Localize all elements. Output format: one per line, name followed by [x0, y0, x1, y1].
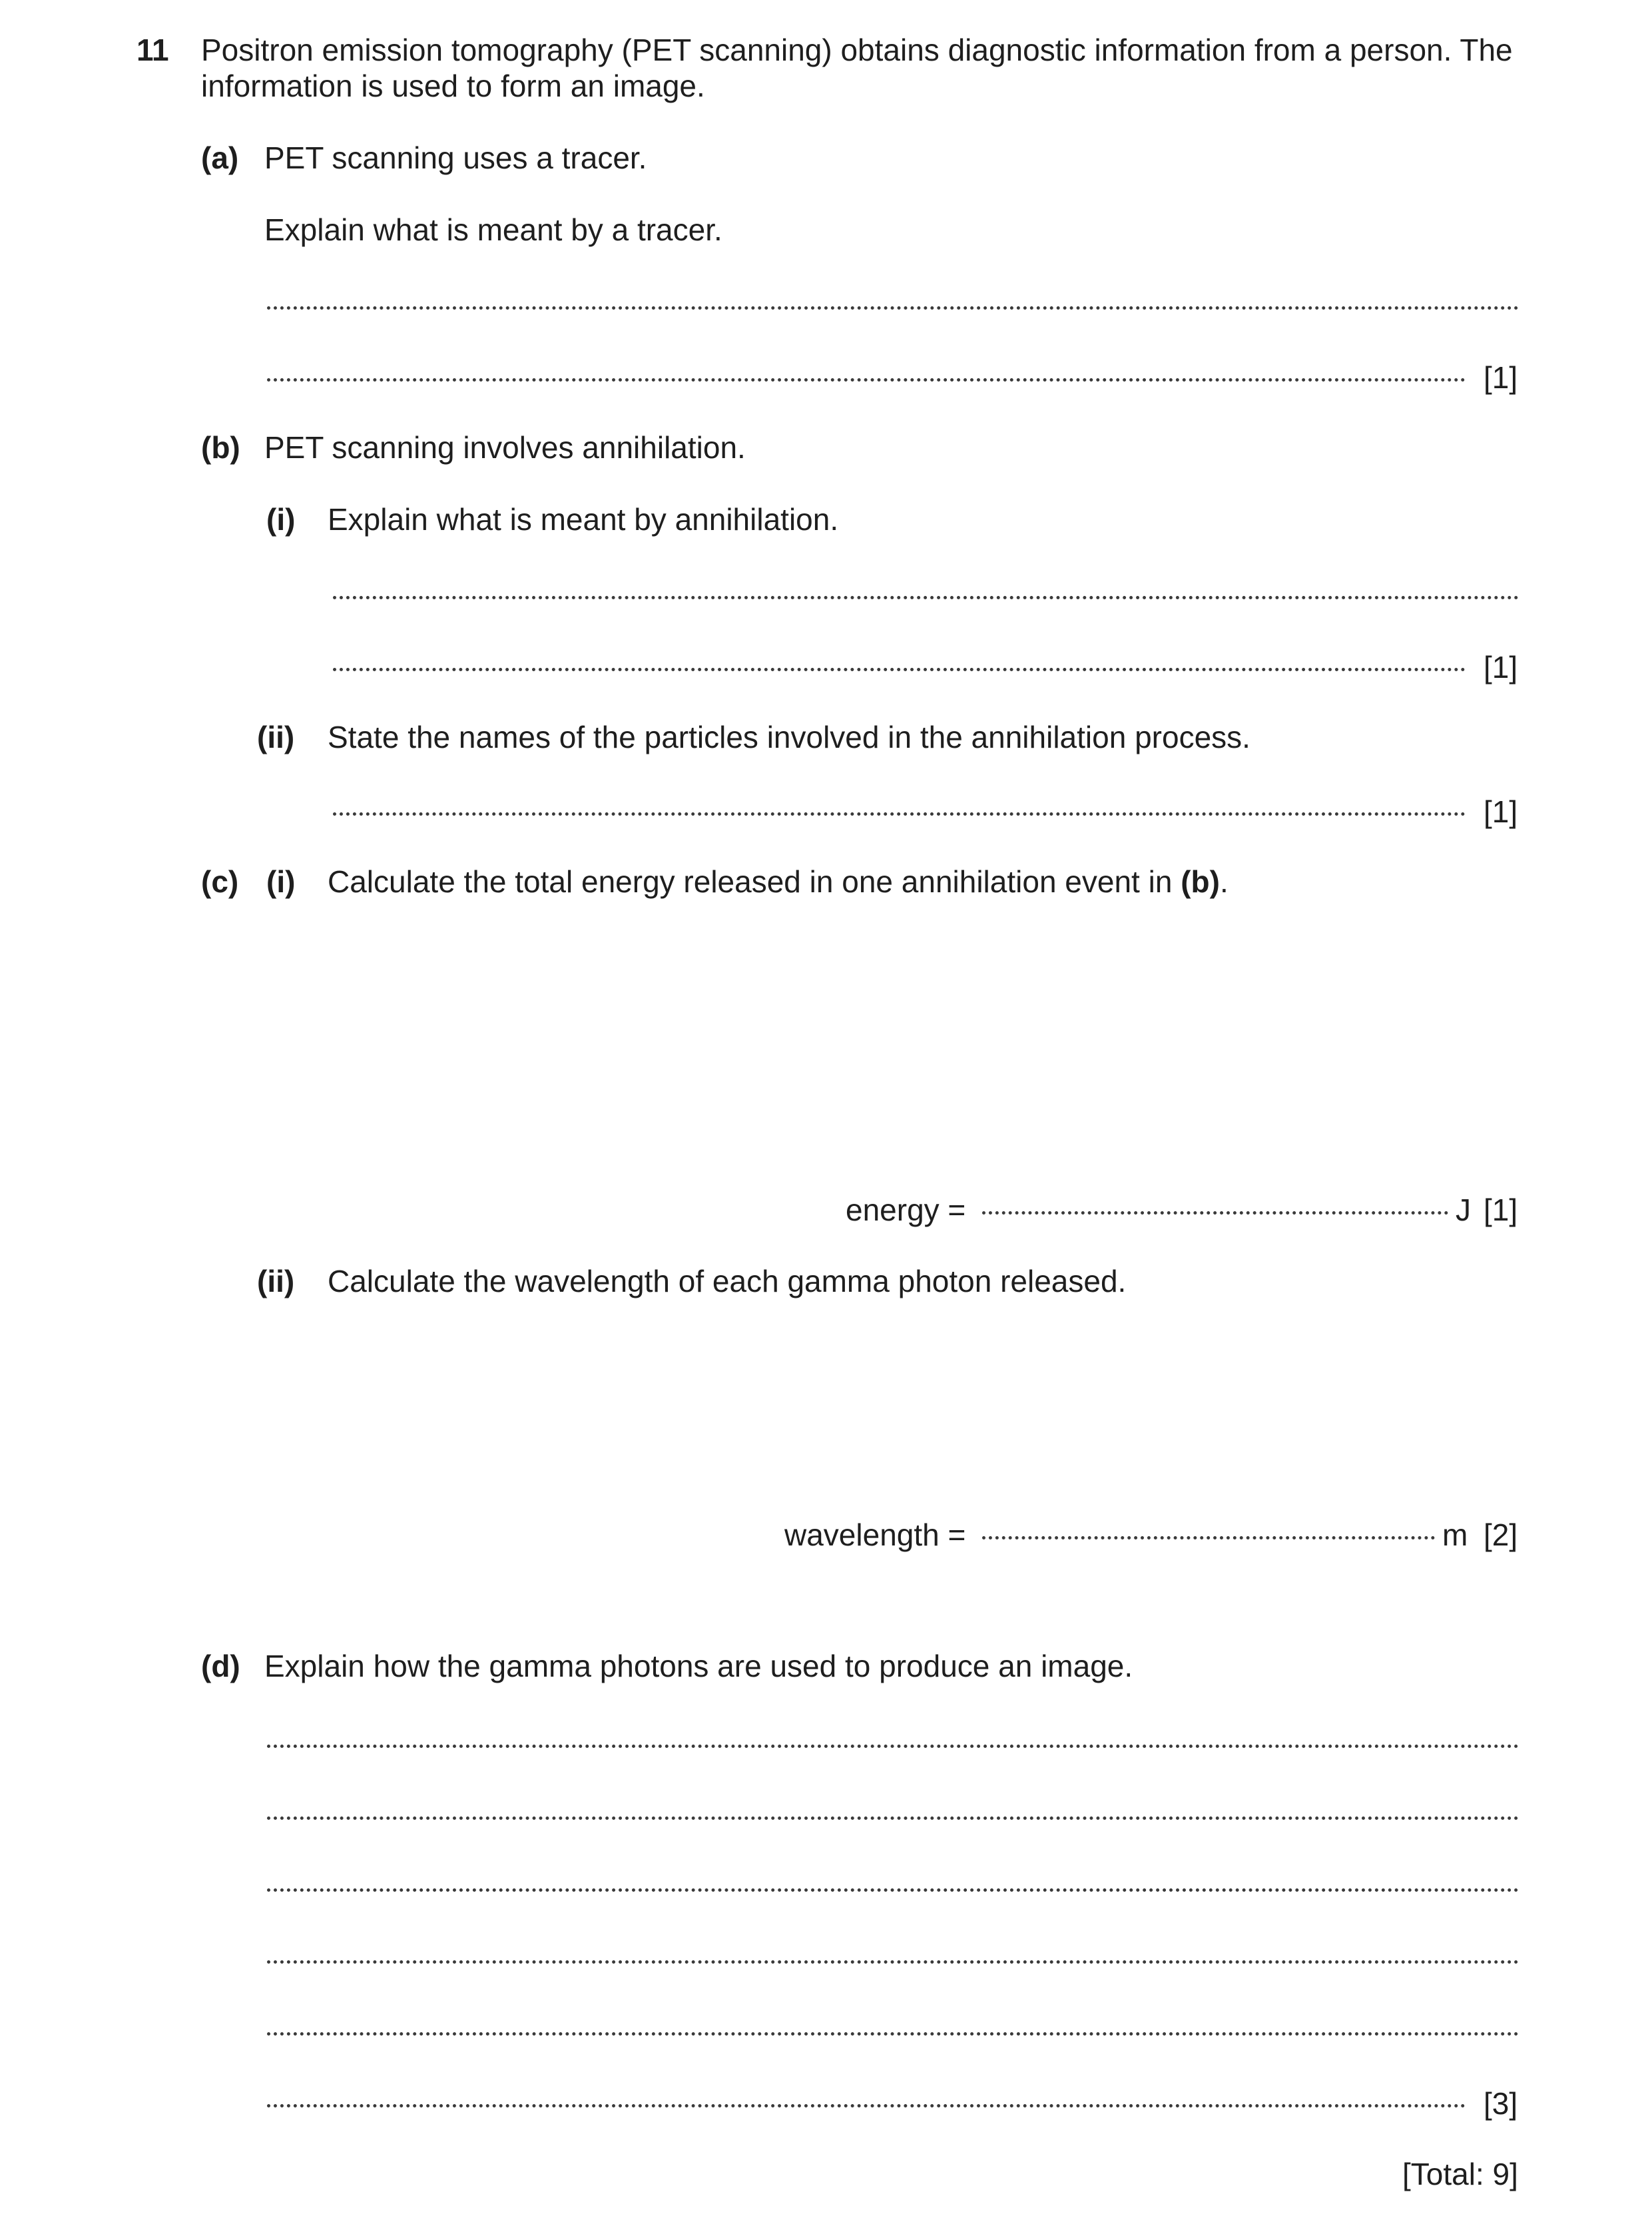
part-b-text: PET scanning involves annihilation. [264, 430, 746, 465]
answer-line-d-2[interactable] [267, 1816, 1519, 1820]
answer-line-b-i-1[interactable] [333, 596, 1519, 599]
answer-line-d-3[interactable] [267, 1888, 1519, 1892]
question-number: 11 [137, 33, 169, 67]
part-b-i-marks: [1] [1484, 650, 1518, 685]
part-a-prompt: Explain what is meant by a tracer. [264, 212, 722, 247]
part-b-label: (b) [201, 430, 240, 465]
part-c-label: (c) [201, 864, 239, 899]
part-b-i-label: (i) [266, 502, 296, 537]
question-intro-line-1: Positron emission tomography (PET scanning) obtains diagnostic information from a person. The [201, 33, 1513, 67]
answer-line-b-i-2[interactable] [333, 668, 1466, 671]
part-d-marks: [3] [1484, 2086, 1518, 2121]
part-b-i-text: Explain what is meant by annihilation. [328, 502, 839, 537]
energy-answer-line[interactable] [982, 1211, 1448, 1215]
part-c-i-text-main: Calculate the total energy released in one annihilation event in [328, 864, 1181, 899]
part-b-ii-marks: [1] [1484, 794, 1518, 829]
part-a-marks: [1] [1484, 360, 1518, 395]
total-marks: [Total: 9] [1402, 2157, 1518, 2191]
answer-line-a-2[interactable] [267, 378, 1466, 382]
part-a-label: (a) [201, 140, 239, 175]
part-c-ii-marks: [2] [1484, 1518, 1518, 1552]
answer-line-d-1[interactable] [267, 1745, 1519, 1748]
part-c-ii-text: Calculate the wavelength of each gamma photon released. [328, 1264, 1127, 1298]
wavelength-unit: m [1442, 1518, 1468, 1552]
part-c-i-marks: [1] [1484, 1193, 1518, 1227]
part-c-i-label: (i) [266, 864, 296, 899]
question-intro-line-2: information is used to form an image. [201, 69, 705, 103]
answer-line-d-5[interactable] [267, 2032, 1519, 2036]
part-a-text: PET scanning uses a tracer. [264, 140, 647, 175]
part-b-ii-label: (ii) [257, 720, 295, 754]
part-d-label: (d) [201, 1649, 240, 1683]
answer-line-d-4[interactable] [267, 1960, 1519, 1964]
part-c-ii-label: (ii) [257, 1264, 295, 1298]
wavelength-answer-label: wavelength = [784, 1518, 966, 1552]
energy-answer-label: energy = [846, 1193, 966, 1227]
part-c-i-text [328, 864, 1229, 900]
part-c-i-text-ref: (b) [1181, 864, 1220, 899]
answer-line-a-1[interactable] [267, 306, 1519, 310]
answer-line-b-ii[interactable] [333, 812, 1466, 816]
part-d-text: Explain how the gamma photons are used to produce an image. [264, 1649, 1133, 1683]
answer-line-d-6[interactable] [267, 2104, 1466, 2107]
wavelength-answer-line[interactable] [982, 1536, 1435, 1539]
energy-unit: J [1456, 1193, 1471, 1227]
part-c-i-text-end: . [1219, 864, 1229, 899]
part-b-ii-text: State the names of the particles involved in the annihilation process. [328, 720, 1250, 754]
